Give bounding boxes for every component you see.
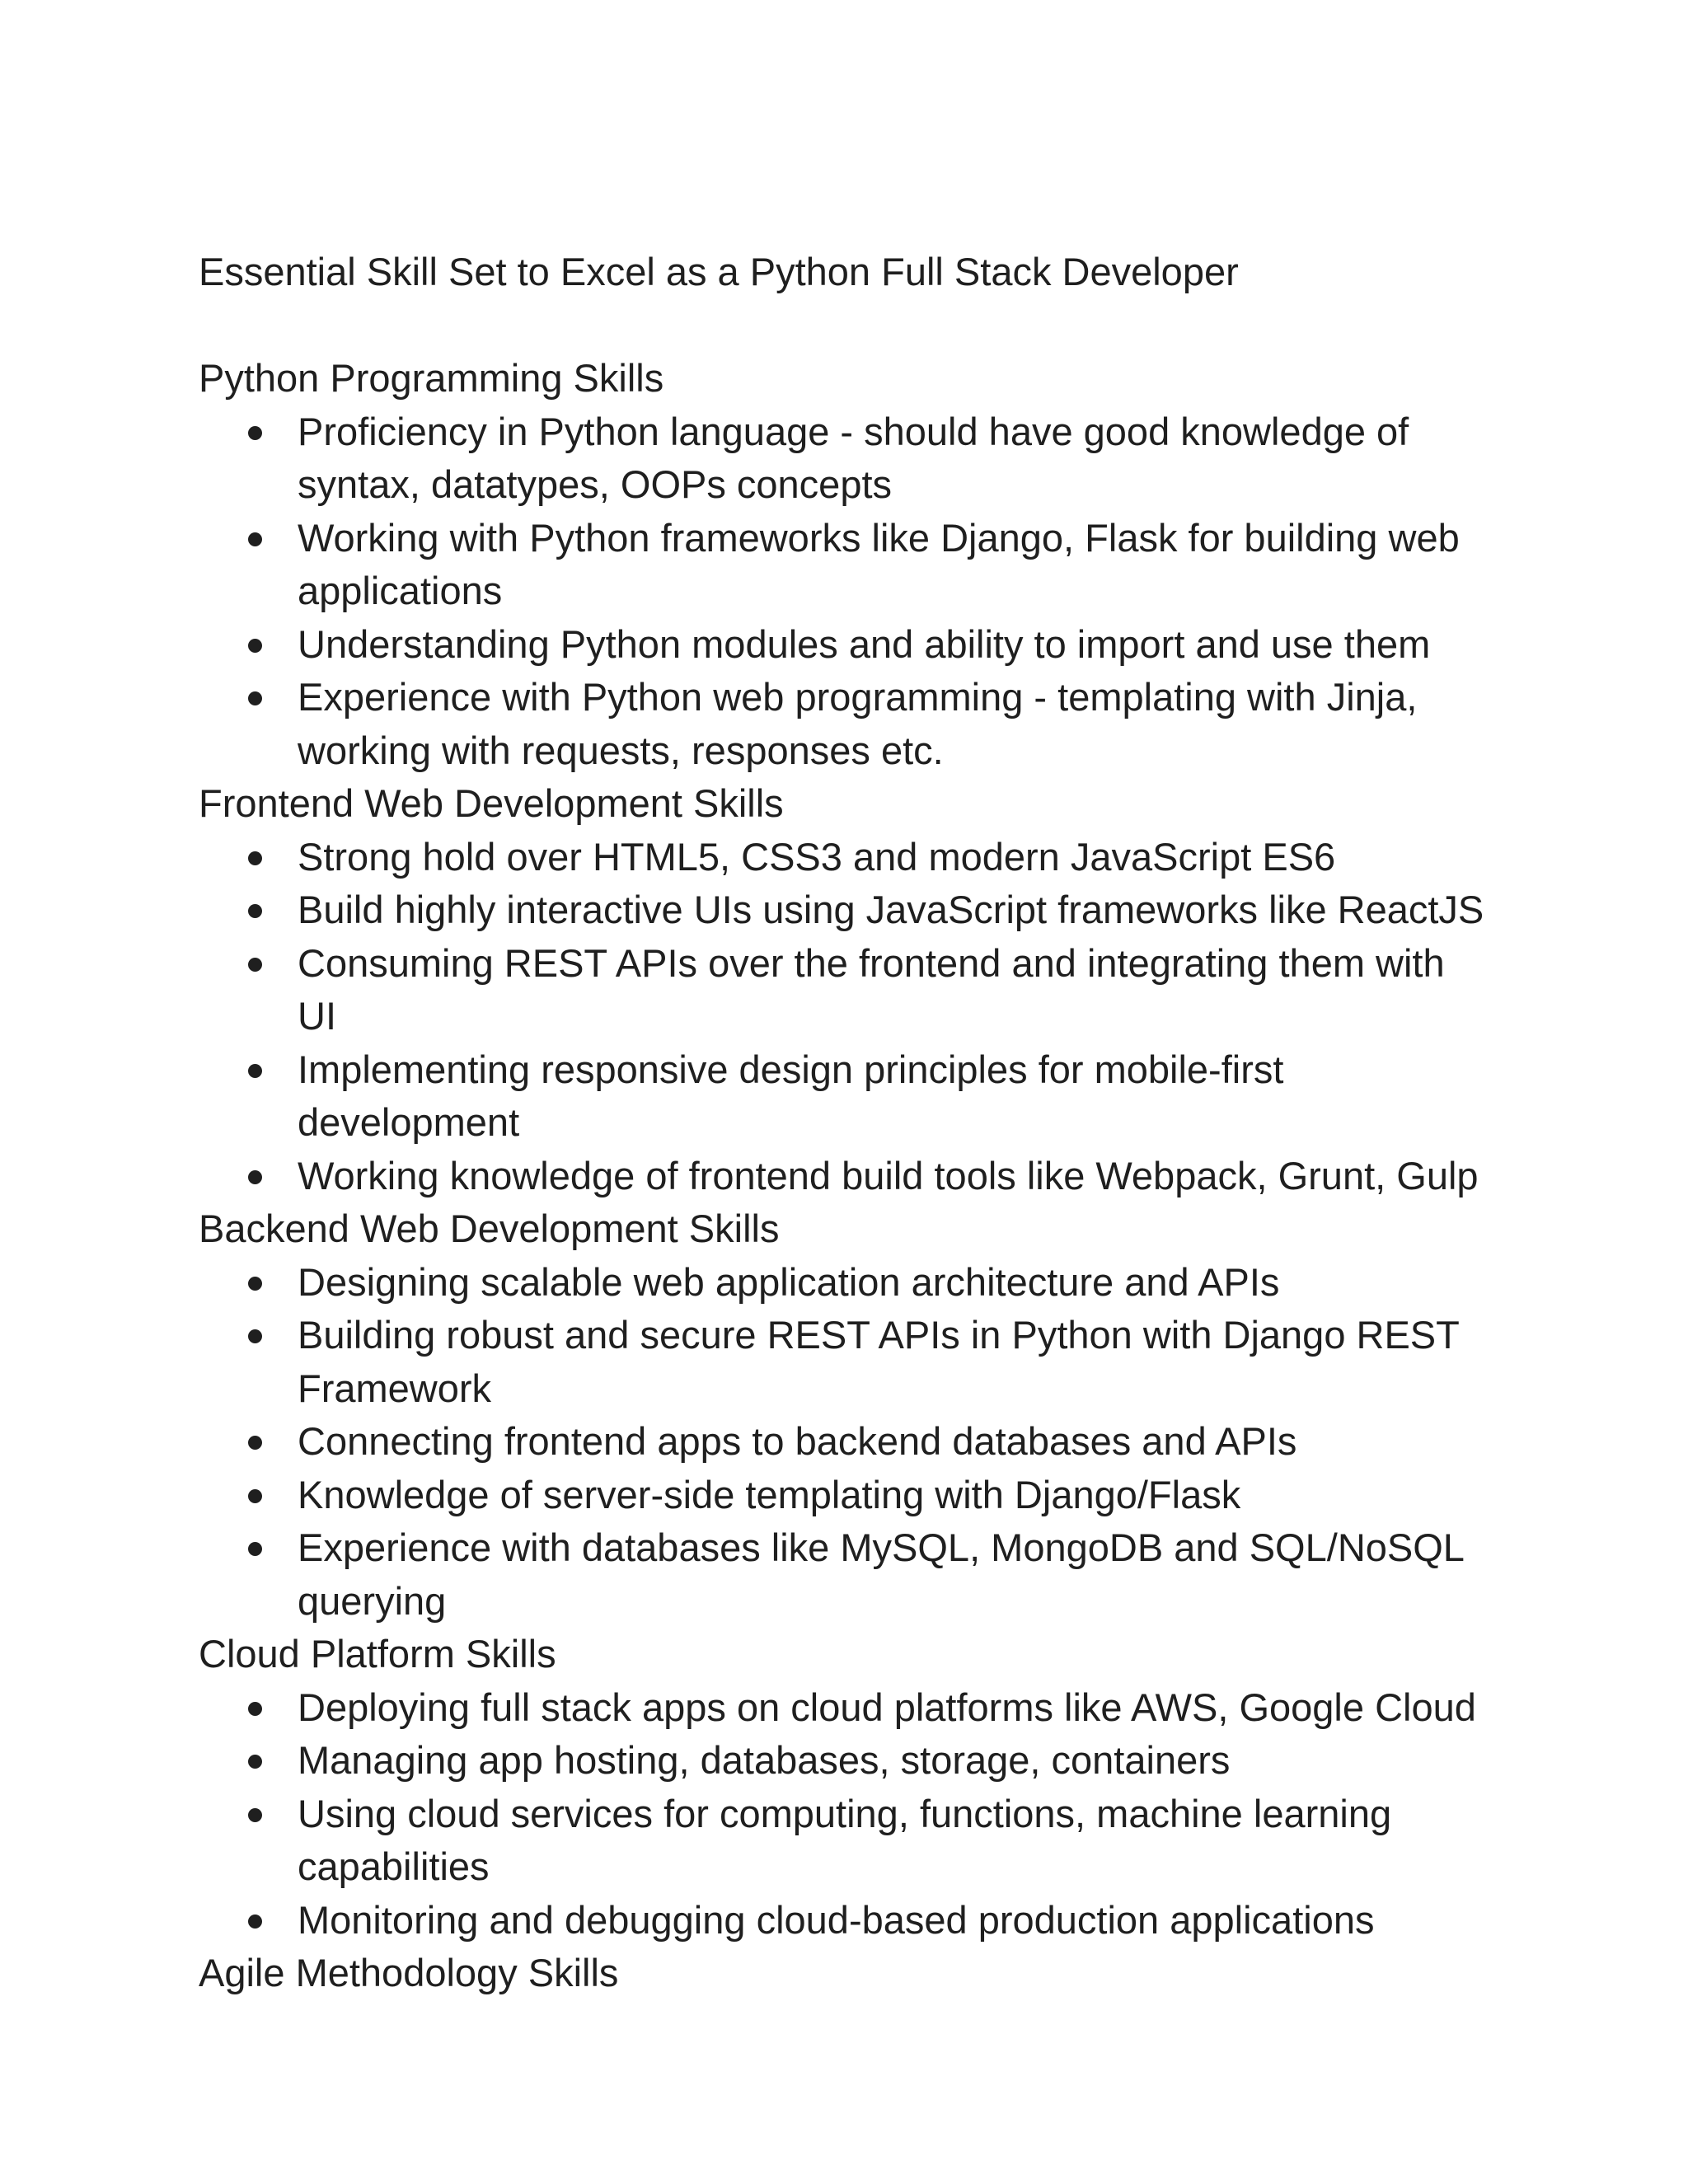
list-item-text: Understanding Python modules and ability to import and use them bbox=[298, 621, 1431, 666]
bullet-icon bbox=[248, 1755, 262, 1769]
document-body bbox=[199, 246, 1517, 2000]
bullet-list bbox=[199, 831, 1517, 1203]
list-item bbox=[298, 1150, 1484, 1203]
bullet-icon bbox=[248, 1436, 262, 1450]
list-item bbox=[298, 512, 1484, 618]
bullet-icon bbox=[248, 691, 262, 705]
document-title: Essential Skill Set to Excel as a Python Full Stack Developer bbox=[199, 250, 1239, 293]
list-item-text: Experience with Python web programming - templating with Jinja, working with requests, responses etc. bbox=[298, 675, 1418, 772]
section-heading: Agile Methodology Skills bbox=[199, 1951, 619, 1994]
list-item-text: Connecting frontend apps to backend databases and APIs bbox=[298, 1419, 1297, 1463]
list-item-text: Experience with databases like MySQL, MongoDB and SQL/NoSQL querying bbox=[298, 1526, 1464, 1623]
list-item-text: Knowledge of server-side templating with Django/Flask bbox=[298, 1472, 1241, 1516]
bullet-icon bbox=[248, 851, 262, 865]
bullet-icon bbox=[248, 1170, 262, 1184]
bullet-icon bbox=[248, 1915, 262, 1929]
sections-container bbox=[199, 352, 1517, 2000]
list-item-text: Build highly interactive UIs using JavaScript frameworks like ReactJS bbox=[298, 888, 1484, 931]
list-item-text: Working knowledge of frontend build tools like Webpack, Grunt, Gulp bbox=[298, 1153, 1479, 1197]
section-heading: Frontend Web Development Skills bbox=[199, 781, 784, 825]
bullet-icon bbox=[248, 1329, 262, 1343]
list-item-text: Consuming REST APIs over the frontend and integrating them with UI bbox=[298, 940, 1445, 1038]
list-item bbox=[298, 618, 1484, 672]
list-item bbox=[298, 1043, 1484, 1150]
list-item bbox=[298, 1894, 1484, 1947]
list-item-text: Monitoring and debugging cloud-based production applications bbox=[298, 1897, 1375, 1942]
section-heading: Backend Web Development Skills bbox=[199, 1207, 780, 1250]
list-item bbox=[298, 883, 1484, 937]
list-item bbox=[298, 1788, 1484, 1894]
list-item bbox=[298, 937, 1484, 1043]
list-item bbox=[298, 1309, 1484, 1415]
bullet-icon bbox=[248, 1702, 262, 1716]
list-item bbox=[298, 1256, 1484, 1310]
bullet-icon bbox=[248, 1489, 262, 1503]
blank-line bbox=[199, 299, 1517, 353]
list-item bbox=[298, 1469, 1484, 1522]
bullet-icon bbox=[248, 1542, 262, 1556]
list-item-text: Building robust and secure REST APIs in Python with Django REST Framework bbox=[298, 1313, 1460, 1410]
list-item-text: Proficiency in Python language - should have good knowledge of syntax, datatypes, OOPs concepts bbox=[298, 409, 1409, 506]
bullet-icon bbox=[248, 1064, 262, 1078]
section-heading: Cloud Platform Skills bbox=[199, 1632, 556, 1675]
list-item-text: Designing scalable web application architecture and APIs bbox=[298, 1259, 1280, 1304]
list-item bbox=[298, 671, 1484, 777]
list-item-text: Implementing responsive design principles for mobile-first development bbox=[298, 1047, 1284, 1144]
list-item bbox=[298, 831, 1484, 884]
bullet-icon bbox=[248, 958, 262, 972]
bullet-icon bbox=[248, 426, 262, 440]
bullet-list bbox=[199, 1681, 1517, 1947]
list-item-text: Strong hold over HTML5, CSS3 and modern JavaScript ES6 bbox=[298, 834, 1336, 879]
list-item bbox=[298, 1521, 1484, 1628]
section-heading: Python Programming Skills bbox=[199, 356, 664, 400]
bullet-icon bbox=[248, 639, 262, 653]
bullet-icon bbox=[248, 1808, 262, 1822]
list-item bbox=[298, 1734, 1484, 1788]
bullet-icon bbox=[248, 532, 262, 546]
list-item bbox=[298, 1681, 1484, 1735]
list-item bbox=[298, 405, 1484, 512]
list-item-text: Using cloud services for computing, functions, machine learning capabilities bbox=[298, 1791, 1392, 1888]
list-item bbox=[298, 1415, 1484, 1469]
bullet-icon bbox=[248, 904, 262, 918]
list-item-text: Managing app hosting, databases, storage, containers bbox=[298, 1738, 1231, 1782]
bullet-icon bbox=[248, 1277, 262, 1291]
bullet-list bbox=[199, 405, 1517, 778]
list-item-text: Working with Python frameworks like Django, Flask for building web applications bbox=[298, 515, 1460, 612]
bullet-list bbox=[199, 1256, 1517, 1629]
list-item-text: Deploying full stack apps on cloud platforms like AWS, Google Cloud bbox=[298, 1685, 1476, 1729]
